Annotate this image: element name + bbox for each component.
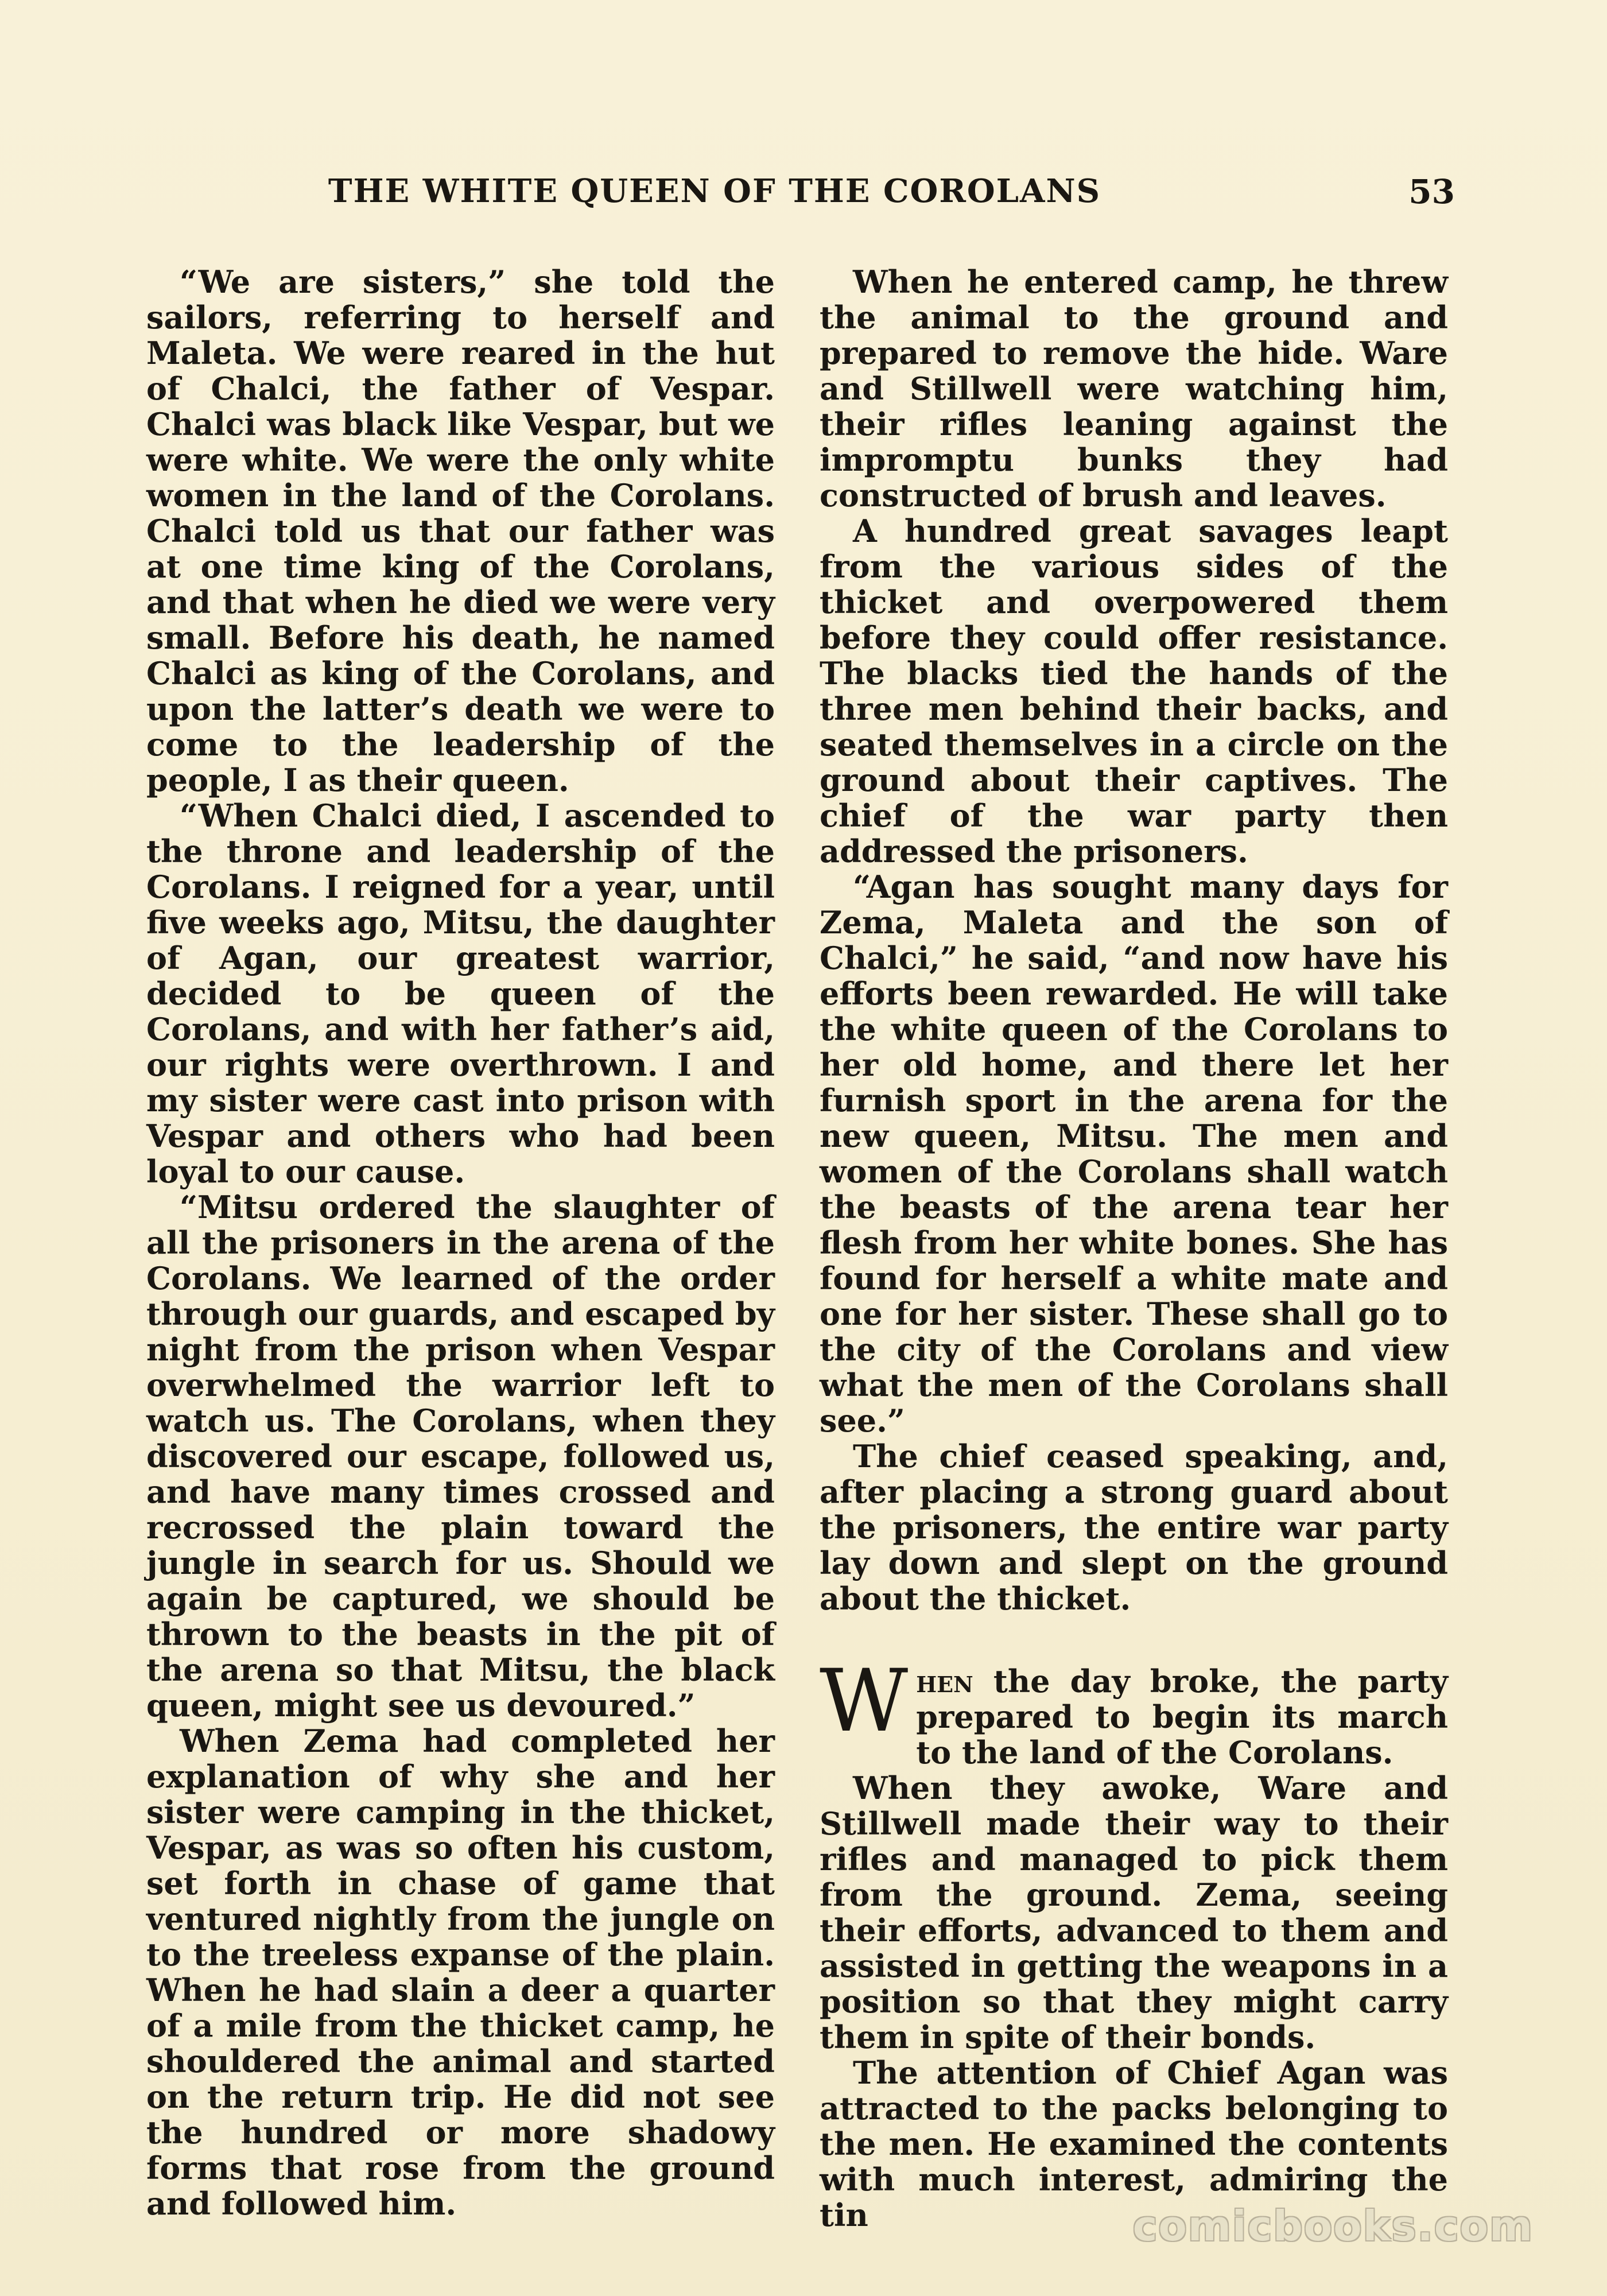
paragraph: “Agan has sought many days for Zema, Maleta and the son of Chalci,” he said, “and now have his efforts been rewarded. He will take the white queen of the Corolans to her old home, and there let her furnish sport in the arena for the new queen, Mitsu. The men and women of the Corolans shall watch the beasts of the arena tear her flesh from her white bones. She has found for herself a white mate and one for her sister. These shall go to the city of the Corolans and view what the men of the Corolans shall see.” xyxy=(820,868,1448,1439)
page-number: 53 xyxy=(1408,172,1455,211)
paragraph: A hundred great savages leapt from the various sides of the thicket and overpowered them before they could offer resistance. The blacks tied the hands of the three men behind their backs, and seated themselves in a circle on the ground about their captives. The chief of the war party then addressed the prisoners. xyxy=(820,513,1448,870)
watermark: comicbooks.com xyxy=(1132,2202,1534,2250)
lead-in: hen xyxy=(916,1663,973,1700)
drop-cap: W xyxy=(820,1651,909,1751)
paragraph: The attention of Chief Agan was attracted to the packs belonging to the men. He examined the contents with much interest, admiring the tin xyxy=(820,2054,1448,2233)
paragraph: When he entered camp, he threw the animal to the ground and prepared to remove the hide. Ware and Stillwell were watching him, their rifles leaning against the impromptu bunks they had constructed of brush and leaves. xyxy=(820,263,1448,514)
paragraph: The chief ceased speaking, and, after placing a strong guard about the prisoners, the entire war party lay down and slept on the ground about the thicket. xyxy=(820,1438,1448,1617)
running-header xyxy=(146,172,1455,224)
section-opening-paragraph xyxy=(820,1651,1448,1771)
paragraph: When they awoke, Ware and Stillwell made their way to their rifles and managed to pick them from the ground. Zema, seeing their efforts, advanced to them and assisted in getting the weapons in a position so that they might carry them in spite of their bonds. xyxy=(820,1770,1448,2055)
running-title: THE WHITE QUEEN OF THE COROLANS xyxy=(328,172,1101,210)
right-column xyxy=(820,264,1448,2233)
paragraph: “We are sisters,” she told the sailors, referring to herself and Maleta. We were reared in the hut of Chalci, the father of Vespar. Chalci was black like Vespar, but we were white. We were the only white women in the land of the Corolans. Chalci told us that our father was at one time king of the Corolans, and that when he died we were very small. Before his death, he named Chalci as king of the Corolans, and upon the latter’s death we were to come to the leadership of the people, I as their queen. xyxy=(146,263,775,798)
paragraph: When Zema had completed her explanation of why she and her sister were camping in the thicket, Vespar, as was so often his custom, set forth in chase of game that ventured nightly from the jungle on to the treeless expanse of the plain. When he had slain a deer a quarter of a mile from the thicket camp, he shouldered the animal and started on the return trip. He did not see the hundred or more shadowy forms that rose from the ground and followed him. xyxy=(146,1723,775,2222)
paragraph: “Mitsu ordered the slaughter of all the prisoners in the arena of the Corolans. We learned of the order through our guards, and escaped by night from the prison when Vespar overwhelmed the warrior left to watch us. The Corolans, when they discovered our escape, followed us, and have many times crossed and recrossed the plain toward the jungle in search for us. Should we again be captured, we should be thrown to the beasts in the pit of the arena so that Mitsu, the black queen, might see us devoured.” xyxy=(146,1189,775,1724)
section-break xyxy=(820,1616,1448,1663)
paragraph: “When Chalci died, I ascended to the throne and leadership of the Corolans. I reigned for a year, until five weeks ago, Mitsu, the daughter of Agan, our greatest warrior, decided to be queen of the Corolans, and with her father’s aid, our rights were overthrown. I and my sister were cast into prison with Vespar and others who had been loyal to our cause. xyxy=(146,797,775,1190)
opening-text: the day broke, the party prepared to begin its march to the land of the Corolans. xyxy=(916,1663,1448,1771)
left-column xyxy=(146,264,775,2221)
